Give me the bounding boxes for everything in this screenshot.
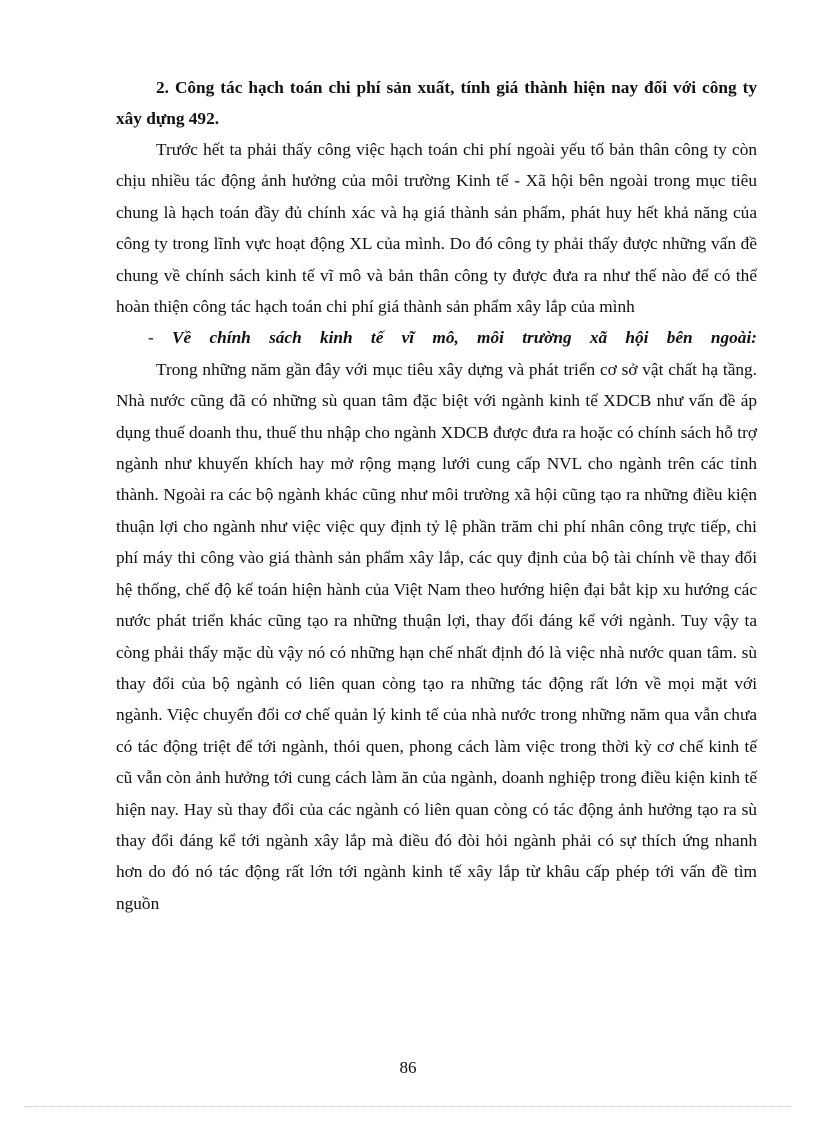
page-content xyxy=(116,72,757,919)
section-heading: 2. Công tác hạch toán chi phí sản xuất, tính giá thành hiện nay đối với công ty xây dựng 492. xyxy=(116,78,757,128)
paragraph-body: Trong những năm gần đây với mục tiêu xây dựng và phát triển cơ sở vật chất hạ tầng. Nhà nước cũng đã có những sù quan tâm đặc biệt với ngành kinh tế XDCB như vấn đề áp dụng thuế doanh thu, thuế thu nhập cho ngành XDCB được đưa ra hoặc có chính sách hỗ trợ ngành như khuyến khích hay mở rộng mạng lưới cung cấp NVL cho ngành trên các tỉnh thành. Ngoài ra các bộ ngành khác cũng như môi trường xã hội cũng tạo ra những điều kiện thuận lợi cho ngành như việc việc quy định tỷ lệ phần trăm chi phí nhân công trực tiếp, chi phí máy thi công vào giá thành sản phẩm xây lắp, các quy định của bộ tài chính về thay đổi hệ thống, chế độ kế toán hiện hành của Việt Nam theo hướng hiện đại bắt kịp xu hướng các nước phát triển khác cũng tạo ra những thuận lợi, thay đổi đáng kể với ngành. Tuy vậy ta còng phải thấy mặc dù vậy nó có những hạn chế nhất định đó là việc nhà nước quan tâm. sù thay đổi của bộ ngành có liên quan còng tạo ra những tác động rất lớn về mọi mặt với ngành. Việc chuyển đổi cơ chế quản lý kinh tế của nhà nước trong những năm qua vẫn chưa có tác động triệt để tới ngành, thói quen, phong cách làm việc trong thời kỳ cơ chế kinh tế cũ vẫn còn ảnh hưởng tới cung cách làm ăn của ngành, doanh nghiệp trong điều kiện kinh tế hiện nay. Hay sù thay đổi của các ngành có liên quan còng có tác động ảnh hưởng tạo ra sù thay đổi đáng kể tới ngành xây lắp mà điều đó đòi hỏi ngành phải có sự thích ứng nhanh hơn do đó nó tác động rất lớn tới ngành kinh tế xây lắp từ khâu cấp phép tới vấn đề tìm nguồn xyxy=(116,359,757,913)
sub-heading xyxy=(116,322,757,353)
page-bottom-divider xyxy=(24,1106,792,1107)
sub-heading-text: Về chính sách kinh tế vĩ mô, môi trường xã hội bên ngoài: xyxy=(172,328,758,348)
sub-heading-dash: - xyxy=(148,328,173,348)
page-number: 86 xyxy=(399,1058,417,1077)
paragraph-intro: Trước hết ta phải thấy công việc hạch toán chi phí ngoài yếu tố bản thân công ty còn chịu nhiều tác động ảnh hưởng của môi trường Kinh tế - Xã hội bên ngoài trong mục tiêu chung là hạch toán đầy đủ chính xác và hạ giá thành sản phẩm, phát huy hết khả năng của công ty trong lĩnh vực hoạt động XL của mình. Do đó công ty phải thấy được những vấn đề chung về chính sách kinh tế vĩ mô và bản thân công ty được đưa ra như thế nào để có thể hoàn thiện công tác hạch toán chi phí giá thành sản phẩm xây lắp của mình xyxy=(116,140,757,317)
